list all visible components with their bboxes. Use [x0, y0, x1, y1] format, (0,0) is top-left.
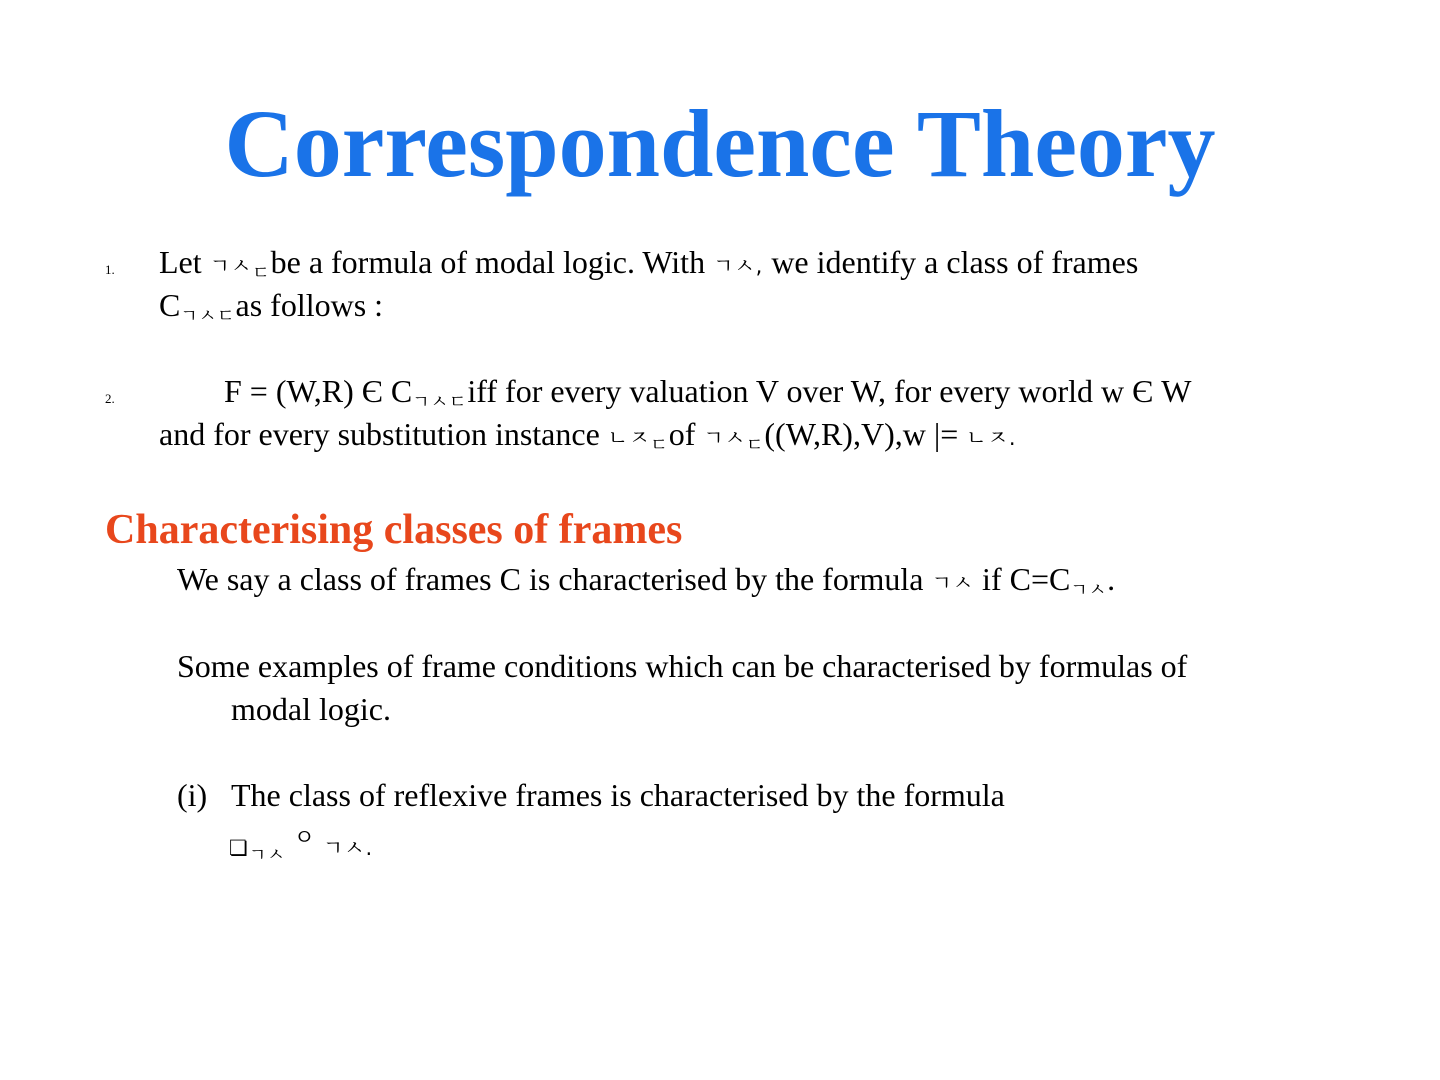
subscript-symbol: ㄷ [650, 435, 669, 456]
section-heading: Characterising classes of frames [105, 507, 683, 553]
text: we identify a class of frames [771, 244, 1139, 280]
item-1-line-2 [159, 285, 383, 331]
text: iff for every valuation V over W, for every world w Є W [467, 373, 1192, 409]
list-number-2: 2. [105, 391, 115, 406]
slide-title: Correspondence Theory [224, 90, 1216, 197]
phi-symbol: ㄱㅅ [209, 254, 253, 278]
example-i-text: The class of reflexive frames is characterised by the formula [231, 777, 1005, 813]
text: . [1107, 561, 1116, 597]
subscript-symbol: ㄷ [745, 435, 765, 456]
phi-symbol: ㄱㅅ [931, 571, 975, 595]
psi-symbol: ㄴㅈ. [966, 426, 1017, 450]
text: F = (W,R) Є C [224, 373, 413, 409]
phi-symbol: ㄱㅅ [703, 426, 746, 450]
item-2-line-1 [224, 371, 1191, 417]
phi-subscript: ㄱㅅ [1070, 580, 1108, 601]
para-2-line-1: Some examples of frame conditions which can be characterised by formulas of [177, 648, 1188, 684]
text: C [159, 287, 181, 323]
list-number-1: 1. [105, 262, 115, 277]
psi-symbol: ㄴㅈ [607, 426, 651, 450]
text: of [668, 416, 696, 452]
text: and for every substitution instance [159, 416, 600, 452]
para-2-line-2: modal logic. [231, 691, 391, 727]
subscript-symbol: ㄷ [252, 263, 271, 284]
phi-symbol: ㄱㅅ, [713, 254, 764, 278]
phi-subscript: ㄱㅅ [180, 306, 218, 327]
para-1 [177, 559, 1115, 605]
implication-symbol: ㅇ [293, 826, 315, 851]
text: if C=C [982, 561, 1071, 597]
subscript-symbol: ㄷ [217, 306, 236, 327]
example-i-formula [229, 824, 373, 870]
text: ((W,R),V),w |= [764, 416, 959, 452]
text: be a formula of modal logic. With [270, 244, 706, 280]
phi-subscript: ㄱㅅ [412, 392, 450, 413]
phi-symbol: ㄱㅅ. [322, 836, 374, 860]
subscript-symbol: ㄷ [449, 392, 468, 413]
box-operator-icon: ❏ [229, 836, 249, 860]
item-1-line-1 [159, 242, 1138, 288]
example-i-label: (i) [177, 777, 208, 813]
text: We say a class of frames C is characterised by the formula [177, 561, 924, 597]
item-2-line-2 [159, 414, 1017, 460]
text: Let [159, 244, 202, 280]
phi-subscript: ㄱㅅ [248, 845, 286, 866]
text: as follows : [235, 287, 384, 323]
